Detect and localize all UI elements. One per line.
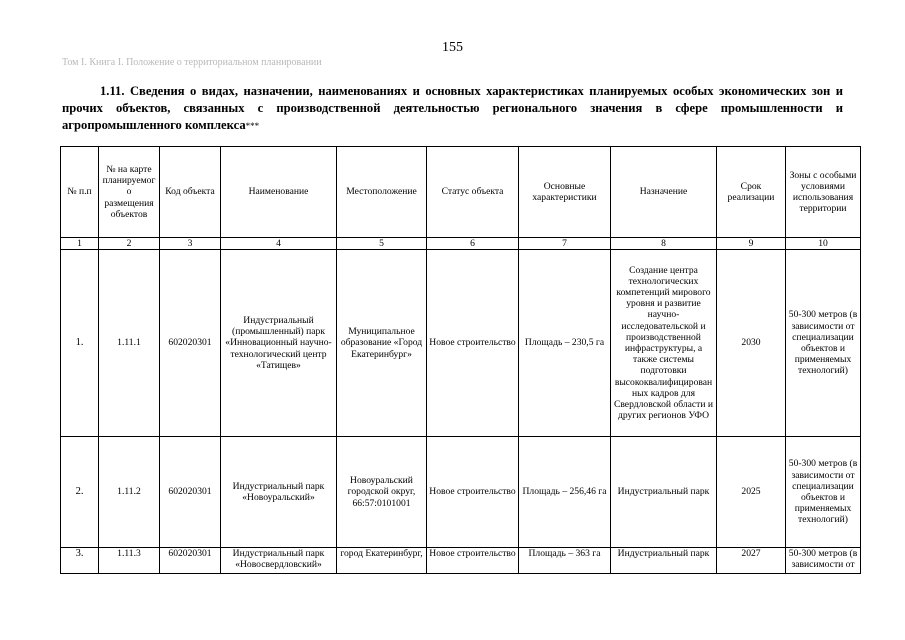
object-name-cell: Индустриальный (промышленный) парк «Инновационный научно-технологический центр «Татищев» — [221, 250, 337, 437]
heading-footnote-marker: *** — [245, 121, 260, 131]
table-header-row — [61, 147, 861, 238]
location-cell: Новоуральский городской округ, 66:57:0101001 — [337, 437, 427, 548]
column-number: 6 — [427, 238, 519, 250]
table-row — [61, 548, 861, 574]
map-number-cell: 1.11.1 — [99, 250, 160, 437]
purpose-cell: Индустриальный парк — [611, 548, 717, 574]
zones-cell: 50-300 метров (в зависимости от специализации объектов и применяемых технологий) — [786, 437, 861, 548]
location-cell: Муниципальное образование «Город Екатеринбург» — [337, 250, 427, 437]
row-number-cell: 2. — [61, 437, 99, 548]
section-heading — [62, 83, 843, 135]
objects-table — [60, 146, 861, 574]
characteristics-cell: Площадь – 230,5 га — [519, 250, 611, 437]
object-name-cell: Индустриальный парк «Новоуральский» — [221, 437, 337, 548]
status-cell: Новое строительство — [427, 250, 519, 437]
object-code-cell: 602020301 — [160, 437, 221, 548]
term-cell: 2030 — [717, 250, 786, 437]
column-header: Код объекта — [160, 147, 221, 238]
table-row — [61, 437, 861, 548]
column-number: 8 — [611, 238, 717, 250]
row-number-cell: 1. — [61, 250, 99, 437]
status-cell: Новое строительство — [427, 437, 519, 548]
column-number: 7 — [519, 238, 611, 250]
object-code-cell: 602020301 — [160, 548, 221, 574]
zones-cell: 50-300 метров (в зависимости от — [786, 548, 861, 574]
map-number-cell: 1.11.2 — [99, 437, 160, 548]
column-header: Статус объекта — [427, 147, 519, 238]
column-number: 9 — [717, 238, 786, 250]
column-number: 2 — [99, 238, 160, 250]
section-heading-text: 1.11. Сведения о видах, назначении, наименованиях и основных характеристиках планируемых особых экономических зон и прочих объектов, связанных с производственной деятельностью регионального значения в сфере промышленности и агропромышленного комплекса — [62, 84, 843, 132]
term-cell: 2025 — [717, 437, 786, 548]
object-code-cell: 602020301 — [160, 250, 221, 437]
row-number-cell: 3. — [61, 548, 99, 574]
column-header: Основные характеристики — [519, 147, 611, 238]
characteristics-cell: Площадь – 256,46 га — [519, 437, 611, 548]
status-cell: Новое строительство — [427, 548, 519, 574]
column-number: 3 — [160, 238, 221, 250]
column-number: 4 — [221, 238, 337, 250]
purpose-cell: Создание центра технологических компетенций мирового уровня и развитие научно-исследовательской и производственной инфраструктуры, а также системы подготовки высококвалифицированных кадров для Свердловской области и других регионов УФО — [611, 250, 717, 437]
column-header: Зоны с особыми условиями использования территории — [786, 147, 861, 238]
column-number: 5 — [337, 238, 427, 250]
column-header: Срок реализации — [717, 147, 786, 238]
zones-cell: 50-300 метров (в зависимости от специализации объектов и применяемых технологий) — [786, 250, 861, 437]
object-name-cell: Индустриальный парк «Новосвердловский» — [221, 548, 337, 574]
map-number-cell: 1.11.3 — [99, 548, 160, 574]
column-header: Местоположение — [337, 147, 427, 238]
column-header: Наименование — [221, 147, 337, 238]
column-number-row — [61, 238, 861, 250]
page-number: 155 — [442, 40, 463, 55]
column-header: № на карте планируемого размещения объектов — [99, 147, 160, 238]
purpose-cell: Индустриальный парк — [611, 437, 717, 548]
column-header: № п.п — [61, 147, 99, 238]
characteristics-cell: Площадь – 363 га — [519, 548, 611, 574]
table-row — [61, 250, 861, 437]
column-header: Назначение — [611, 147, 717, 238]
term-cell: 2027 — [717, 548, 786, 574]
column-number: 1 — [61, 238, 99, 250]
running-header: Том I. Книга I. Положение о территориальном планировании — [62, 57, 322, 68]
location-cell: город Екатеринбург, — [337, 548, 427, 574]
column-number: 10 — [786, 238, 861, 250]
